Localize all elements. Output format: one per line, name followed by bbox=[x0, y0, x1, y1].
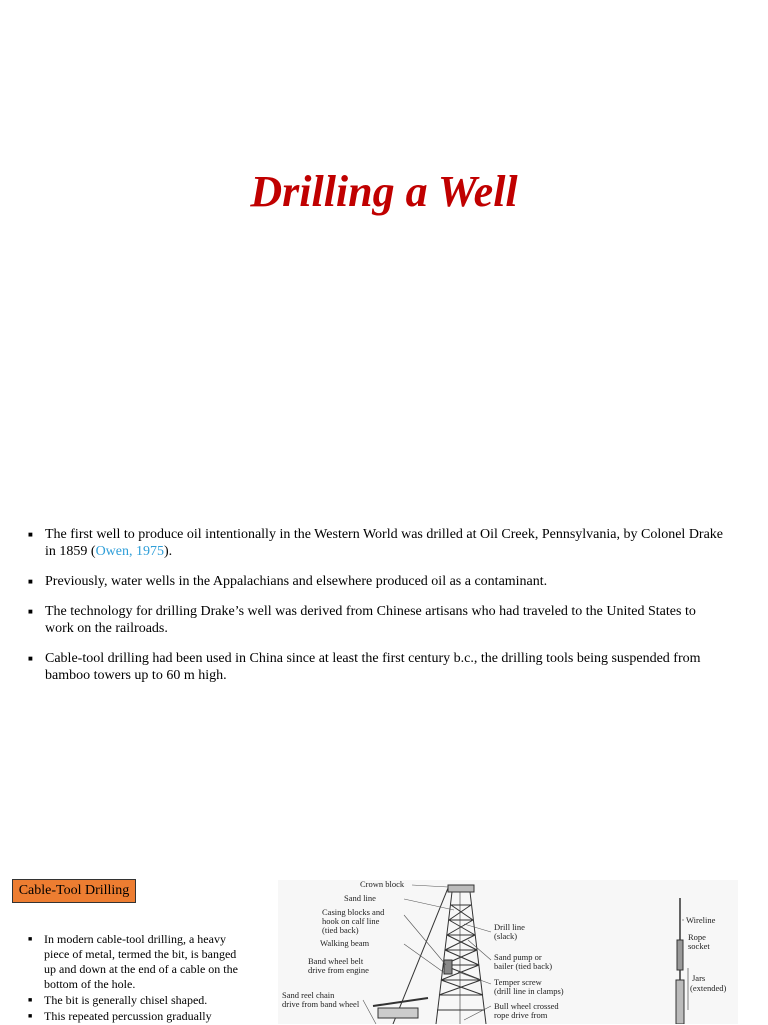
label-bull-wheel-2: rope drive from bbox=[494, 1010, 548, 1020]
label-rope-socket-2: socket bbox=[688, 941, 710, 951]
cable-tool-rig-diagram bbox=[278, 880, 738, 1024]
bullet-marker-icon: ■ bbox=[28, 577, 33, 586]
cable-tool-list bbox=[28, 932, 238, 1025]
label-temper-screw: Temper screw bbox=[494, 977, 542, 987]
label-temper-screw-2: (drill line in clamps) bbox=[494, 986, 564, 996]
list-item-text bbox=[45, 526, 728, 560]
label-wireline: Wireline bbox=[686, 915, 716, 925]
list-item-text: Cable-tool drilling had been used in China since at least the first century b.c., the drilling tools being suspended from bamboo towers up to 60 m high. bbox=[45, 651, 701, 683]
list-item bbox=[28, 650, 728, 684]
list-item bbox=[28, 603, 728, 637]
cable-tool-badge: Cable-Tool Drilling bbox=[12, 879, 136, 903]
label-jars-2: (extended) bbox=[690, 983, 727, 993]
citation-link[interactable]: Owen, 1975 bbox=[95, 544, 164, 559]
bullet-text: The first well to produce oil intentionally in the Western World was drilled at Oil Creek, Pennsylvania, by Colonel Drake in 1859 ( bbox=[45, 527, 724, 559]
label-casing-blocks-2: hook on calf line bbox=[322, 916, 380, 926]
page-title: Drilling a Well bbox=[250, 167, 518, 216]
label-casing-blocks-3: (tied back) bbox=[322, 925, 359, 935]
list-item bbox=[28, 932, 238, 992]
list-item bbox=[28, 1009, 238, 1024]
label-sand-reel-2: drive from band wheel bbox=[282, 999, 360, 1009]
bullet-marker-icon: ■ bbox=[28, 530, 33, 539]
list-item bbox=[28, 993, 238, 1008]
list-item-text: The bit is generally chisel shaped. bbox=[44, 993, 208, 1007]
label-casing-blocks: Casing blocks and bbox=[322, 907, 385, 917]
label-sand-reel: Sand reel chain bbox=[282, 990, 335, 1000]
bullet-text-end: ). bbox=[164, 544, 173, 559]
label-drill-line-2: (slack) bbox=[494, 931, 518, 941]
label-walking-beam: Walking beam bbox=[320, 938, 370, 948]
label-band-wheel-belt-2: drive from engine bbox=[308, 965, 369, 975]
list-item-text: The technology for drilling Drake’s well was derived from Chinese artisans who had traveled to the United States to work on the railroads. bbox=[45, 604, 696, 636]
list-item bbox=[28, 526, 728, 560]
list-item-text: This repeated percussion gradually bbox=[44, 1009, 212, 1023]
bullet-list bbox=[28, 526, 728, 697]
bullet-marker-icon: ■ bbox=[28, 607, 33, 616]
label-sand-pump-2: bailer (tied back) bbox=[494, 961, 553, 971]
list-item bbox=[28, 573, 728, 590]
label-drill-line: Drill line bbox=[494, 922, 525, 932]
label-jars: Jars bbox=[692, 973, 706, 983]
bullet-marker-icon: ■ bbox=[28, 654, 33, 663]
label-crown-block: Crown block bbox=[360, 880, 405, 889]
bullet-marker-icon: ■ bbox=[28, 935, 33, 943]
list-item-text: In modern cable-tool drilling, a heavy piece of metal, termed the bit, is banged up and down at the end of a cable on the bottom of the hole. bbox=[44, 932, 238, 991]
list-item-text: Previously, water wells in the Appalachians and elsewhere produced oil as a contaminant. bbox=[45, 574, 548, 589]
label-sand-line: Sand line bbox=[344, 893, 376, 903]
label-bull-wheel: Bull wheel crossed bbox=[494, 1001, 559, 1011]
bullet-marker-icon: ■ bbox=[28, 996, 33, 1004]
label-rope-socket: Rope bbox=[688, 932, 706, 942]
label-sand-pump: Sand pump or bbox=[494, 952, 542, 962]
bullet-marker-icon: ■ bbox=[28, 1012, 33, 1020]
label-band-wheel-belt: Band wheel belt bbox=[308, 956, 364, 966]
